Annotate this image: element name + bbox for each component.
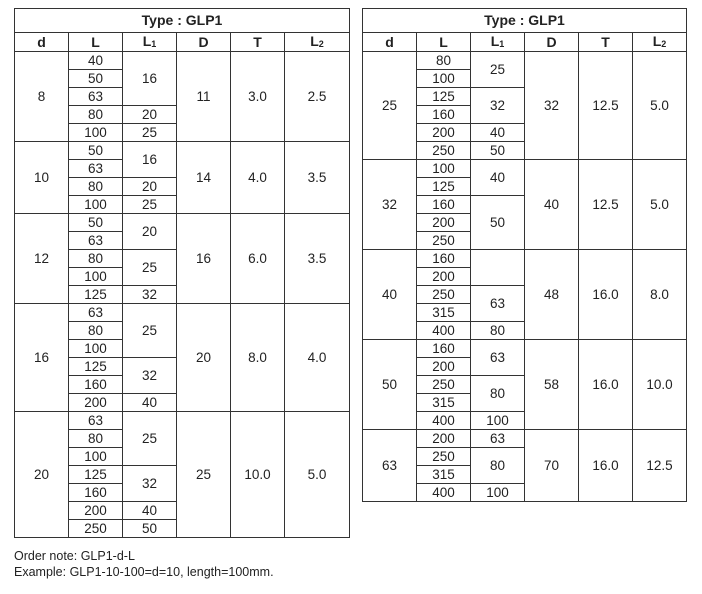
cell-l: 160	[417, 250, 471, 268]
cell-d: 10	[15, 142, 69, 214]
cell-l: 250	[417, 232, 471, 250]
cell-l: 125	[417, 178, 471, 196]
column-header-label: L	[91, 34, 100, 50]
cell-l1: 100	[471, 412, 525, 430]
cell-t: 16.0	[579, 430, 633, 502]
cell-t: 8.0	[231, 304, 285, 412]
cell-l2: 5.0	[285, 412, 350, 538]
table-row	[15, 142, 350, 160]
spec-group	[15, 142, 350, 214]
cell-l: 200	[69, 394, 123, 412]
column-header-label: T	[253, 34, 262, 50]
cell-l1: 80	[471, 322, 525, 340]
column-header-label: L	[142, 33, 152, 49]
cell-l1: 50	[123, 520, 177, 538]
cell-l: 50	[69, 214, 123, 232]
table-row	[15, 214, 350, 232]
cell-l1: 20	[123, 178, 177, 196]
cell-t: 3.0	[231, 52, 285, 142]
cell-d: 50	[363, 340, 417, 430]
cell-l: 125	[69, 358, 123, 376]
column-header-label: D	[546, 34, 557, 50]
cell-l1: 16	[123, 142, 177, 178]
cell-l2: 5.0	[633, 160, 687, 250]
column-header	[15, 33, 69, 52]
cell-l: 50	[69, 142, 123, 160]
cell-l1: 16	[123, 52, 177, 106]
cell-l: 125	[417, 88, 471, 106]
column-header-label: L	[652, 33, 662, 49]
spec-group	[363, 250, 687, 340]
cell-l1: 40	[471, 124, 525, 142]
order-notes	[14, 548, 274, 580]
cell-l: 100	[417, 70, 471, 88]
cell-l: 400	[417, 322, 471, 340]
cell-l: 100	[69, 340, 123, 358]
order-example: Example: GLP1-10-100=d=10, length=100mm.	[14, 565, 274, 579]
cell-l: 160	[69, 376, 123, 394]
cell-l: 250	[69, 520, 123, 538]
cell-l1: 25	[471, 52, 525, 88]
cell-l: 63	[69, 160, 123, 178]
cell-d: 40	[363, 250, 417, 340]
cell-l: 50	[69, 70, 123, 88]
cell-big-d: 20	[177, 304, 231, 412]
cell-l: 200	[417, 358, 471, 376]
cell-d: 16	[15, 304, 69, 412]
cell-l1	[471, 250, 525, 286]
cell-l: 400	[417, 412, 471, 430]
cell-l1: 20	[123, 214, 177, 250]
cell-l: 80	[69, 106, 123, 124]
column-header	[633, 33, 687, 52]
cell-l1: 80	[471, 448, 525, 484]
table-row	[15, 304, 350, 322]
cell-l: 40	[69, 52, 123, 70]
table-title: Type : GLP1	[363, 9, 687, 33]
table-row	[363, 430, 687, 448]
cell-l1: 32	[123, 466, 177, 502]
cell-l: 315	[417, 394, 471, 412]
cell-d: 63	[363, 430, 417, 502]
cell-l2: 4.0	[285, 304, 350, 412]
cell-big-d: 11	[177, 52, 231, 142]
cell-l: 200	[69, 502, 123, 520]
spec-group	[15, 52, 350, 142]
cell-l: 80	[417, 52, 471, 70]
cell-l1: 32	[123, 358, 177, 394]
cell-d: 25	[363, 52, 417, 160]
cell-l1: 63	[471, 286, 525, 322]
cell-l1: 40	[123, 394, 177, 412]
cell-l: 200	[417, 214, 471, 232]
column-header-label: L	[310, 33, 319, 49]
cell-l1: 80	[471, 376, 525, 412]
cell-t: 16.0	[579, 250, 633, 340]
cell-l: 80	[69, 430, 123, 448]
cell-l: 100	[69, 448, 123, 466]
cell-l2: 3.5	[285, 214, 350, 304]
cell-l: 63	[69, 412, 123, 430]
cell-l1: 32	[471, 88, 525, 124]
column-header	[123, 33, 177, 52]
cell-l1: 50	[471, 196, 525, 250]
cell-l: 160	[417, 106, 471, 124]
cell-l: 315	[417, 466, 471, 484]
table-row	[15, 412, 350, 430]
cell-big-d: 58	[525, 340, 579, 430]
cell-big-d: 25	[177, 412, 231, 538]
column-header-label: d	[37, 34, 46, 50]
column-header-subscript: 1	[151, 39, 157, 49]
spec-table-left	[14, 8, 350, 538]
column-header-subscript: 2	[318, 39, 324, 49]
cell-t: 12.5	[579, 52, 633, 160]
cell-l1: 25	[123, 304, 177, 358]
cell-l2: 12.5	[633, 430, 687, 502]
cell-l2: 10.0	[633, 340, 687, 430]
cell-l1: 25	[123, 196, 177, 214]
cell-l: 63	[69, 88, 123, 106]
cell-l1: 20	[123, 106, 177, 124]
cell-l1: 32	[123, 286, 177, 304]
cell-l: 63	[69, 232, 123, 250]
table-row	[363, 340, 687, 358]
cell-l: 400	[417, 484, 471, 502]
spec-table-right	[362, 8, 687, 502]
column-header	[579, 33, 633, 52]
cell-l: 100	[69, 196, 123, 214]
cell-t: 10.0	[231, 412, 285, 538]
spec-group	[363, 340, 687, 430]
table-row	[363, 52, 687, 70]
cell-l: 80	[69, 250, 123, 268]
cell-l: 160	[417, 196, 471, 214]
cell-big-d: 48	[525, 250, 579, 340]
cell-l: 100	[69, 124, 123, 142]
spec-group	[15, 412, 350, 538]
cell-l: 200	[417, 124, 471, 142]
cell-l1: 25	[123, 250, 177, 286]
cell-d: 32	[363, 160, 417, 250]
cell-l1: 63	[471, 430, 525, 448]
cell-l: 63	[69, 304, 123, 322]
spec-group	[15, 304, 350, 412]
column-header	[417, 33, 471, 52]
column-header-label: d	[385, 34, 394, 50]
column-header-subscript: 2	[661, 39, 667, 49]
spec-group	[363, 430, 687, 502]
cell-l1: 100	[471, 484, 525, 502]
table-row	[15, 52, 350, 70]
cell-l: 160	[417, 340, 471, 358]
cell-l1: 25	[123, 412, 177, 466]
table-title: Type : GLP1	[15, 9, 350, 33]
column-header	[69, 33, 123, 52]
column-header	[471, 33, 525, 52]
order-note: Order note: GLP1-d-L	[14, 549, 135, 563]
spec-group	[363, 160, 687, 250]
spec-group	[15, 214, 350, 304]
cell-l1: 63	[471, 340, 525, 376]
cell-t: 16.0	[579, 340, 633, 430]
cell-l: 250	[417, 142, 471, 160]
column-header	[231, 33, 285, 52]
column-header-subscript: 1	[499, 39, 505, 49]
table-row	[363, 160, 687, 178]
cell-l: 125	[69, 466, 123, 484]
cell-l1: 50	[471, 142, 525, 160]
column-header	[285, 33, 350, 52]
cell-big-d: 16	[177, 214, 231, 304]
cell-l2: 3.5	[285, 142, 350, 214]
cell-l1: 40	[123, 502, 177, 520]
cell-l2: 8.0	[633, 250, 687, 340]
cell-l2: 5.0	[633, 52, 687, 160]
column-header	[177, 33, 231, 52]
column-header-label: T	[601, 34, 610, 50]
cell-t: 6.0	[231, 214, 285, 304]
cell-l1: 40	[471, 160, 525, 196]
cell-big-d: 32	[525, 52, 579, 160]
cell-d: 8	[15, 52, 69, 142]
cell-big-d: 14	[177, 142, 231, 214]
cell-l1: 25	[123, 124, 177, 142]
cell-big-d: 40	[525, 160, 579, 250]
column-header	[525, 33, 579, 52]
cell-d: 12	[15, 214, 69, 304]
cell-l: 315	[417, 304, 471, 322]
cell-l2: 2.5	[285, 52, 350, 142]
cell-t: 12.5	[579, 160, 633, 250]
cell-l: 250	[417, 448, 471, 466]
cell-l: 160	[69, 484, 123, 502]
column-header-label: D	[198, 34, 209, 50]
column-header-label: L	[490, 33, 500, 49]
cell-l: 80	[69, 322, 123, 340]
cell-l: 250	[417, 376, 471, 394]
cell-l: 100	[69, 268, 123, 286]
cell-l: 100	[417, 160, 471, 178]
cell-big-d: 70	[525, 430, 579, 502]
cell-l: 200	[417, 268, 471, 286]
table-row	[363, 250, 687, 268]
column-header	[363, 33, 417, 52]
cell-l: 200	[417, 430, 471, 448]
spec-group	[363, 52, 687, 160]
cell-l: 250	[417, 286, 471, 304]
cell-t: 4.0	[231, 142, 285, 214]
column-header-label: L	[439, 34, 448, 50]
cell-l: 80	[69, 178, 123, 196]
cell-d: 20	[15, 412, 69, 538]
cell-l: 125	[69, 286, 123, 304]
